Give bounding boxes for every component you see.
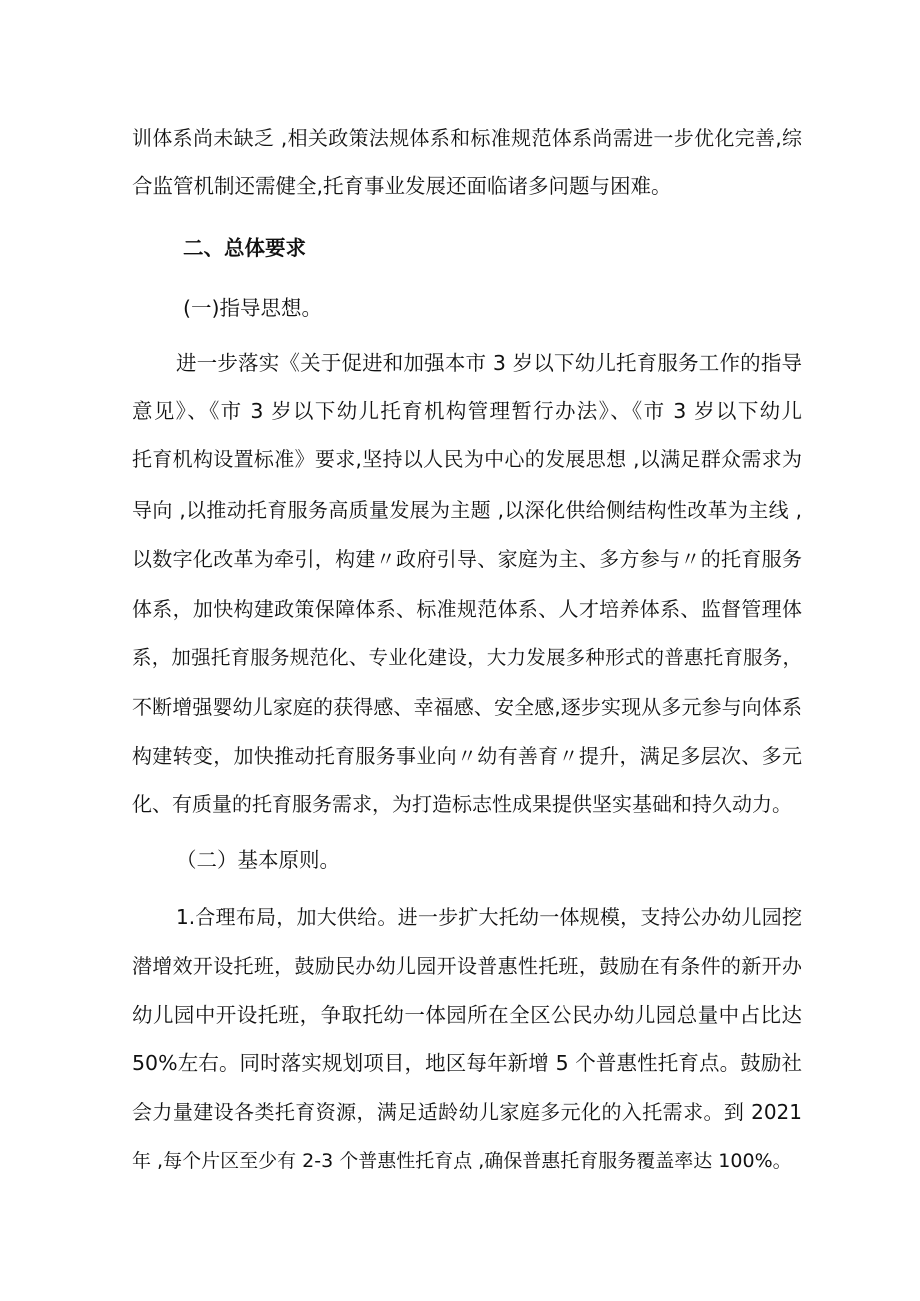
subheading-guiding-ideology: (一)指导思想。 [183, 296, 322, 320]
paragraph-line: 托育机构设置标准》要求,坚持以人民为中心的发展思想 ,以满足群众需求为 [132, 447, 802, 471]
paragraph-line: 构建转变，加快推动托育服务事业向〃幼有善育〃提升，满足多层次、多元 [132, 744, 802, 768]
paragraph-line: 年 ,每个片区至少有 2-3 个普惠性托育点 ,确保普惠托育服务覆盖率达 100%。 [132, 1150, 792, 1172]
paragraph-line: 以数字化改革为牵引，构建〃政府引导、家庭为主、多方参与〃的托育服务 [132, 547, 802, 571]
intro-line-1: 训体系尚未缺乏 ,相关政策法规体系和标准规范体系尚需进一步优化完善,综 [132, 126, 802, 150]
paragraph-line: 不断增强婴幼儿家庭的获得感、幸福感、安全感,逐步实现从多元参与向体系 [132, 695, 802, 719]
paragraph-line: 会力量建设各类托育资源，满足适龄幼儿家庭多元化的入托需求。到 2021 [132, 1100, 802, 1124]
paragraph-line: 化、有质量的托育服务需求，为打造标志性成果提供坚实基础和持久动力。 [132, 792, 792, 816]
subheading-basic-principles: （二）基本原则。 [176, 848, 340, 872]
paragraph-line: 1.合理布局，加大供给。进一步扩大托幼一体规模，支持公办幼儿园挖 [176, 905, 802, 929]
paragraph-line: 50%左右。同时落实规划项目，地区每年新增 5 个普惠性托育点。鼓励社 [132, 1051, 802, 1075]
paragraph-line: 体系，加快构建政策保障体系、标准规范体系、人才培养体系、监督管理体 [132, 597, 802, 621]
intro-line-2: 合监管机制还需健全,托育事业发展还面临诸多问题与困难。 [132, 174, 672, 198]
paragraph-line: 幼儿园中开设托班，争取托幼一体园所在全区公民办幼儿园总量中占比达 [132, 1003, 802, 1027]
paragraph-line: 进一步落实《关于促进和加强本市 3 岁以下幼儿托育服务工作的指导 [176, 351, 802, 375]
paragraph-line: 潜增效开设托班，鼓励民办幼儿园开设普惠性托班，鼓励在有条件的新开办 [132, 954, 802, 978]
paragraph-line: 意见》、《市 3 岁以下幼儿托育机构管理暂行办法》、《市 3 岁以下幼儿 [132, 399, 802, 423]
paragraph-line: 系，加强托育服务规范化、专业化建设，大力发展多种形式的普惠托育服务， [132, 646, 802, 669]
section-heading-overall-requirements: 二、总体要求 [183, 236, 306, 260]
paragraph-line: 导向 ,以推动托育服务高质量发展为主题 ,以深化供给侧结构性改革为主线 , [132, 498, 802, 522]
